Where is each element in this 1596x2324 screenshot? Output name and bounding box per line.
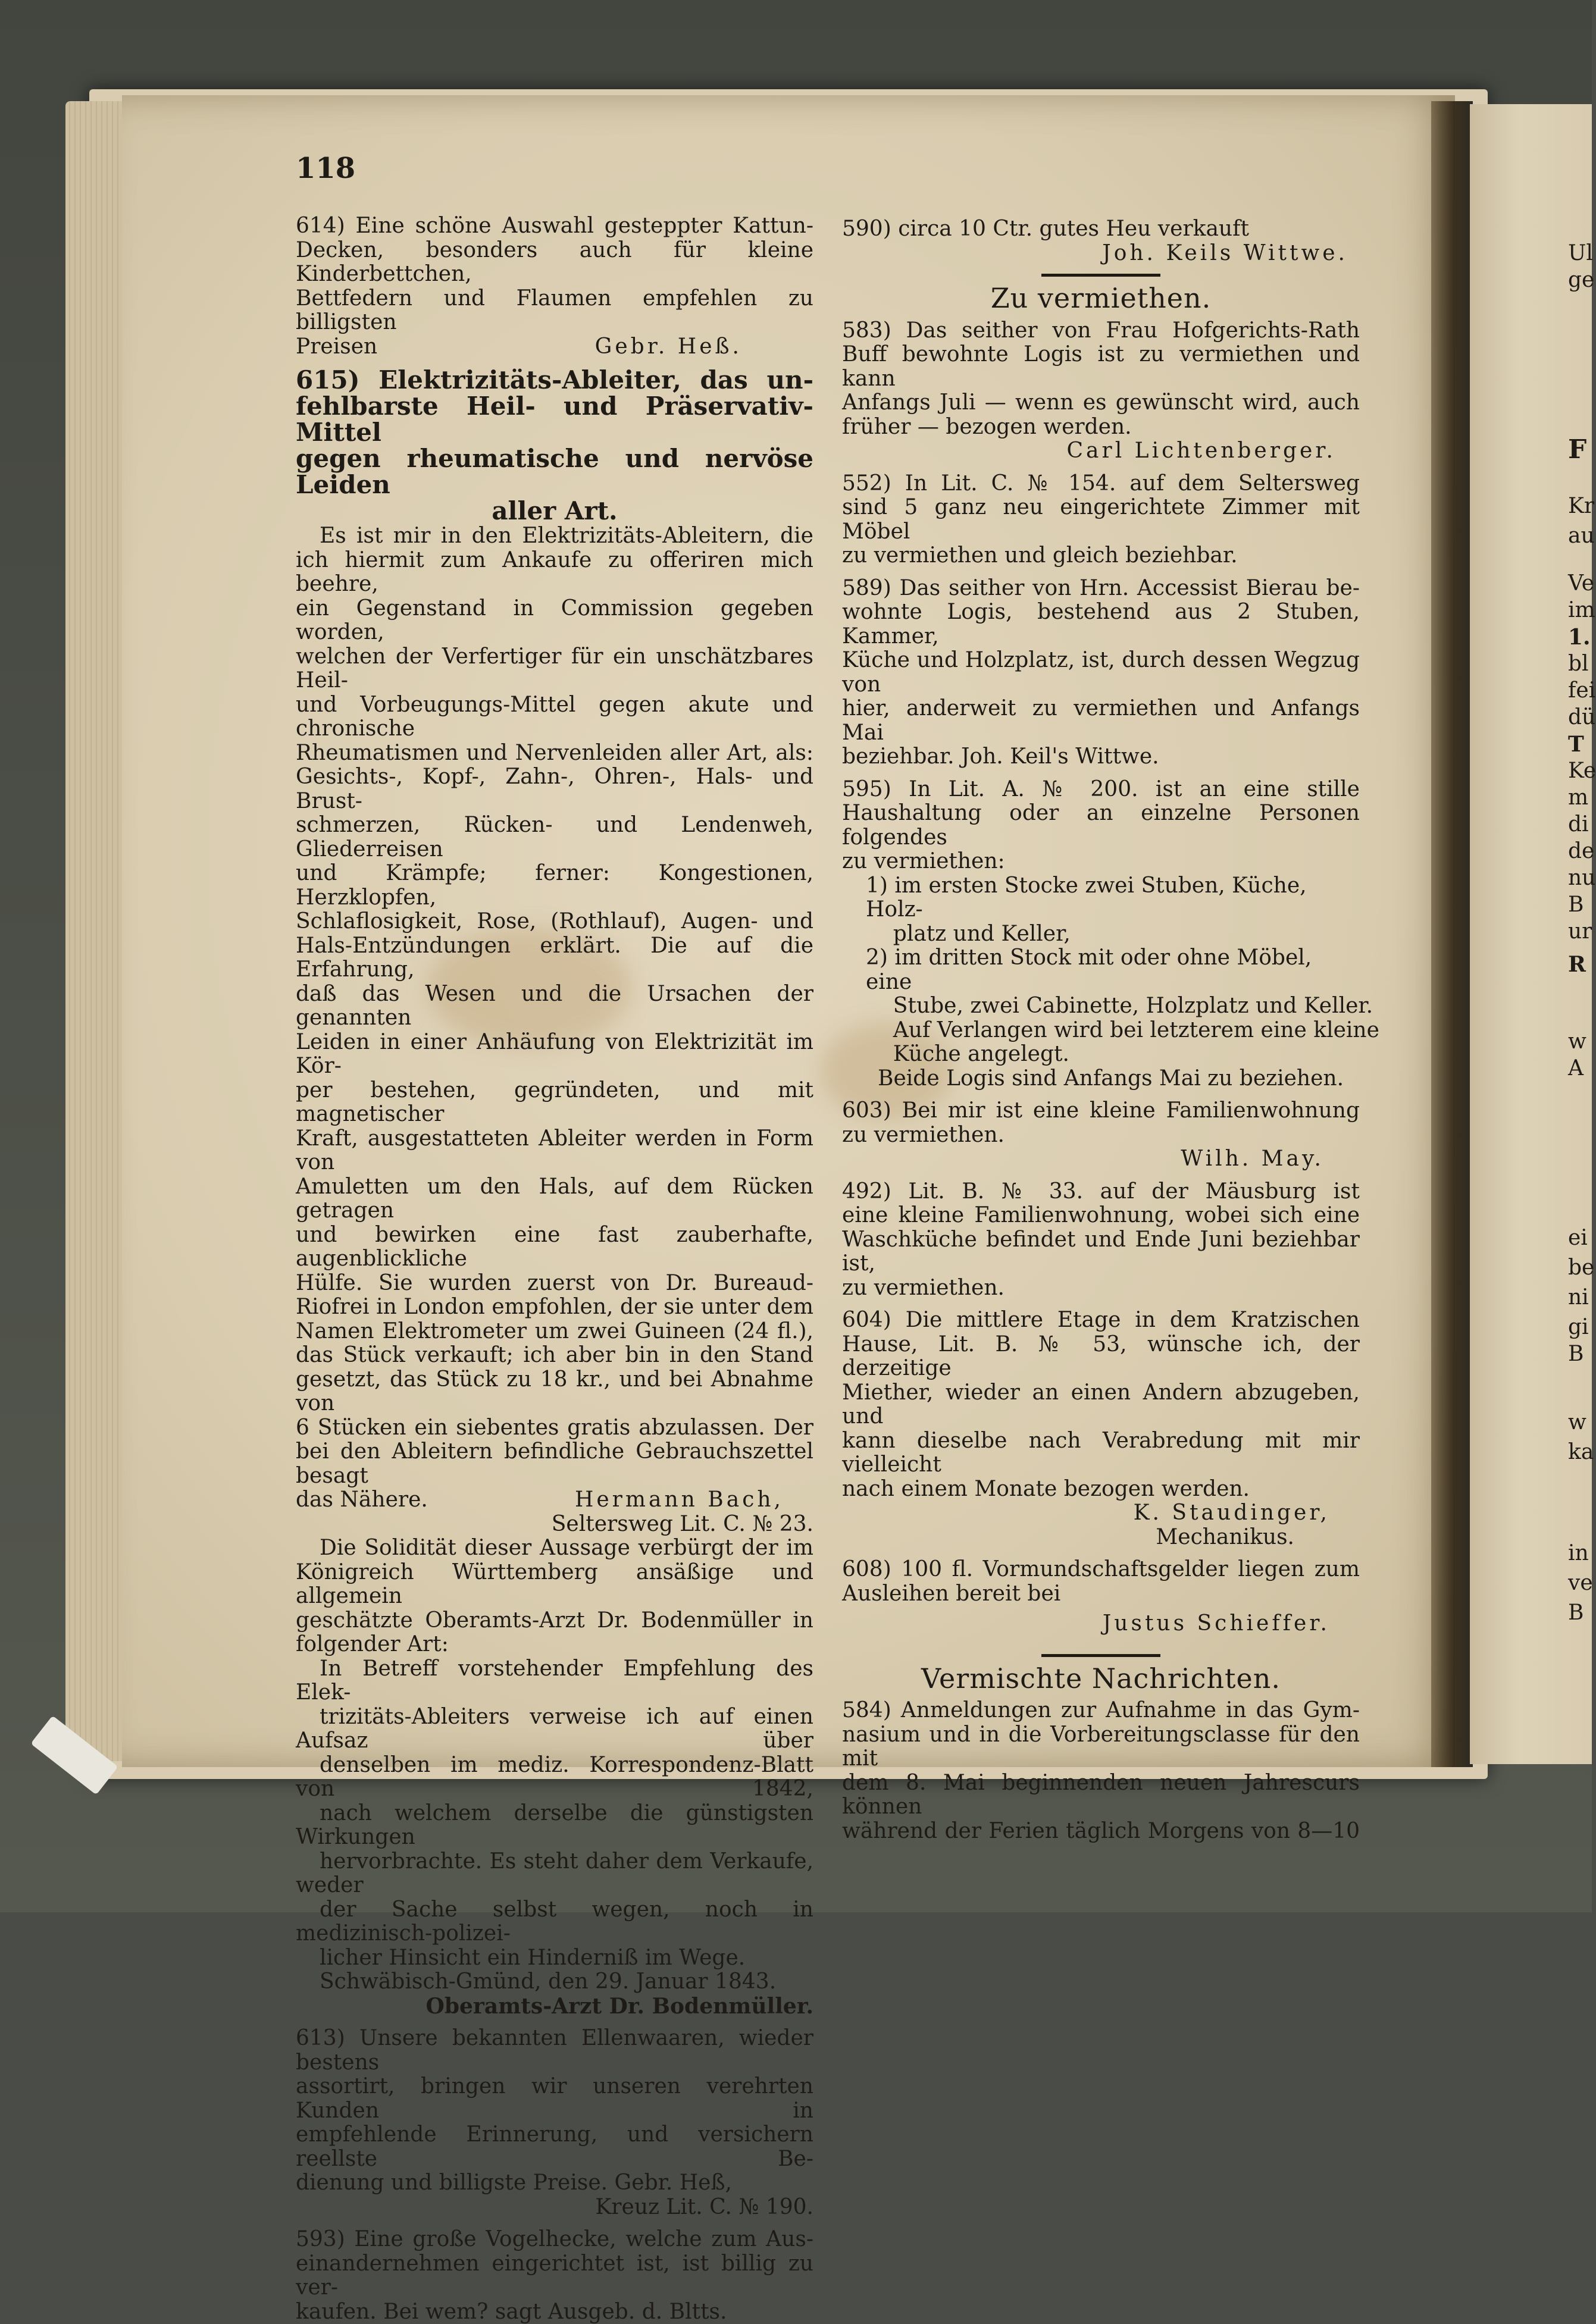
- list-item: Auf Verlangen wird bei letzterem eine kleine: [842, 1019, 1360, 1043]
- text-line: einandernehmen eingerichtet ist, ist billig zu ver-: [296, 2252, 813, 2300]
- text-line: Hause, Lit. B. № 53, wünsche ich, der derzeitige: [842, 1333, 1360, 1381]
- text-line: und Krämpfe; ferner: Kongestionen, Herzklopfen,: [296, 862, 813, 910]
- list-item: Küche angelegt.: [842, 1042, 1360, 1067]
- right-column: [842, 217, 1360, 1843]
- address-line: Kreuz Lit. C. № 190.: [296, 2195, 813, 2220]
- text-line: Ausleihen bereit bei: [842, 1582, 1360, 1606]
- text-line: ein Gegenstand in Commission gegeben worden,: [296, 597, 813, 645]
- facing-page-fragment: fei: [1568, 678, 1595, 703]
- text-line: früher — bezogen werden.: [842, 415, 1360, 440]
- text-line: per bestehen, gegründeten, und mit magnetischer: [296, 1079, 813, 1127]
- facing-page-fragment: ei: [1568, 1226, 1588, 1250]
- text-line: 583) Das seither von Frau Hofgerichts-Rath: [842, 319, 1360, 343]
- facing-page-fragment: Kr: [1568, 494, 1594, 518]
- text-line: Rheumatismen und Nervenleiden aller Art, als:: [296, 741, 813, 766]
- signature: Hermann Bach,: [575, 1488, 784, 1512]
- facing-page-fragment: ge: [1568, 268, 1594, 292]
- ad-613: [296, 2027, 813, 2219]
- signature: Gebr. Heß.: [595, 335, 742, 359]
- place-date: Schwäbisch-Gmünd, den 29. Januar 1843.: [296, 1970, 813, 1994]
- text-line: 584) Anmeldungen zur Aufnahme in das Gym-: [842, 1699, 1360, 1723]
- text-line: und Vorbeugungs-Mittel gegen akute und chronische: [296, 693, 813, 741]
- ad-title-line: fehlbarste Heil- und Präservativ-Mittel: [296, 393, 813, 446]
- text-line: und bewirken eine fast zauberhafte, augenblickliche: [296, 1223, 813, 1271]
- text-line: Beide Logis sind Anfangs Mai zu beziehen.: [842, 1067, 1360, 1091]
- text-line: nach welchem derselbe die günstigsten Wirkungen: [296, 1802, 813, 1850]
- list-item: 1) im ersten Stocke zwei Stuben, Küche, Holz-: [842, 874, 1360, 922]
- text-line: Bettfedern und Flaumen empfehlen zu billigsten: [296, 287, 813, 335]
- ad-552: [842, 472, 1360, 568]
- text-line: 589) Das seither von Hrn. Accessist Bierau be-: [842, 577, 1360, 601]
- text-line: zu vermiethen und gleich beziehbar.: [842, 544, 1360, 568]
- text-line: Hülfe. Sie wurden zuerst von Dr. Bureaud-: [296, 1271, 813, 1296]
- signature: Wilh. May.: [842, 1147, 1360, 1172]
- facing-page-fragment: F: [1568, 434, 1586, 465]
- text-line: Die Solidität dieser Aussage verbürgt der im: [296, 1536, 813, 1561]
- page-number: 118: [296, 152, 355, 185]
- ad-583: [842, 319, 1360, 463]
- text-line: Es ist mir in den Elektrizitäts-Ableitern, die: [296, 524, 813, 549]
- facing-page-fragment: be: [1568, 1255, 1594, 1280]
- text-line: gesetzt, das Stück zu 18 kr., und bei Abnahme von: [296, 1368, 813, 1416]
- text-line: licher Hinsicht ein Hinderniß im Wege.: [296, 1946, 813, 1971]
- text-line: nasium und in die Vorbereitungsclasse für den mit: [842, 1723, 1360, 1771]
- text-line: folgender Art:: [296, 1633, 813, 1657]
- text-line: Miether, wieder an einen Andern abzugeben, und: [842, 1381, 1360, 1429]
- facing-page-fragment: B: [1568, 1601, 1584, 1625]
- signature: K. Staudinger,: [842, 1501, 1360, 1526]
- text-line: hervorbrachte. Es steht daher dem Verkaufe, weder: [296, 1850, 813, 1898]
- text-line: dem 8. Mai beginnenden neuen Jahrescurs können: [842, 1771, 1360, 1819]
- text-line: nach einem Monate bezogen werden.: [842, 1477, 1360, 1502]
- text-line: kaufen. Bei wem? sagt Ausgeb. d. Bltts.: [296, 2300, 813, 2324]
- text-line: 492) Lit. B. № 33. auf der Mäusburg ist: [842, 1180, 1360, 1204]
- text-line: Kraft, ausgestatteten Ableiter werden in Form von: [296, 1127, 813, 1175]
- text-line: beziehbar. Joh. Keil's Wittwe.: [842, 745, 1360, 769]
- facing-page-fragment: w: [1568, 1029, 1586, 1054]
- ad-589: [842, 577, 1360, 769]
- text-line: [296, 1488, 813, 1512]
- text-line: Anfangs Juli — wenn es gewünscht wird, auch: [842, 391, 1360, 415]
- text-line: schmerzen, Rücken- und Lendenweh, Gliederreisen: [296, 813, 813, 862]
- ad-614: [296, 214, 813, 359]
- text-line: 614) Eine schöne Auswahl gesteppter Kattun-: [296, 214, 813, 239]
- text-line: bei den Ableitern befindliche Gebrauchszettel besagt: [296, 1440, 813, 1488]
- text-line: sind 5 ganz neu eingerichtete Zimmer mit Möbel: [842, 496, 1360, 544]
- text-line: Waschküche befindet und Ende Juni beziehbar ist,: [842, 1228, 1360, 1276]
- text-line: assortirt, bringen wir unseren verehrten Kunden in: [296, 2075, 813, 2123]
- text-line: zu vermiethen.: [842, 1276, 1360, 1301]
- text-line: Riofrei in London empfohlen, der sie unter dem: [296, 1295, 813, 1320]
- left-column: [296, 214, 813, 2324]
- text-line: denselben im mediz. Korrespondenz-Blatt von 1842,: [296, 1753, 813, 1802]
- list-item: platz und Keller,: [842, 922, 1360, 947]
- facing-page-fragment: ni: [1568, 1285, 1589, 1310]
- ad-608: [842, 1558, 1360, 1636]
- facing-page-fragment: nu: [1568, 866, 1595, 890]
- ad-title-line: aller Art.: [296, 498, 813, 524]
- ad-604: [842, 1308, 1360, 1549]
- ad-title-line: 615) Elektrizitäts-Ableiter, das un-: [296, 367, 813, 393]
- text-line: daß das Wesen und die Ursachen der genannten: [296, 982, 813, 1031]
- text-line: Königreich Württemberg ansäßige und allgemein: [296, 1561, 813, 1609]
- text-line: Namen Elektrometer um zwei Guineen (24 fl.),: [296, 1320, 813, 1344]
- facing-page-fragment: ur: [1568, 919, 1592, 944]
- section-rule: [1041, 1654, 1160, 1657]
- signature: Carl Lichtenberger.: [842, 439, 1360, 463]
- section-rule: [1041, 274, 1160, 277]
- facing-page-fragment: B: [1568, 1342, 1584, 1366]
- ad-603: [842, 1099, 1360, 1172]
- text-line: trizitäts-Ableiters verweise ich auf einen Aufsaz über: [296, 1705, 813, 1753]
- facing-page-fragment: B: [1568, 892, 1584, 917]
- text-line: Buff bewohnte Logis ist zu vermiethen und kann: [842, 343, 1360, 391]
- text-line: der Sache selbst wegen, noch in medizinisch-polizei-: [296, 1898, 813, 1946]
- text-line: Amuletten um den Hals, auf dem Rücken getragen: [296, 1175, 813, 1223]
- text-line: ich hiermit zum Ankaufe zu offeriren mich beehre,: [296, 549, 813, 597]
- text-line: während der Ferien täglich Morgens von 8—10: [842, 1819, 1360, 1844]
- facing-page-fragment: in: [1568, 1541, 1589, 1565]
- text-line: hier, anderweit zu vermiethen und Anfangs Mai: [842, 697, 1360, 745]
- text-line: Decken, besonders auch für kleine Kinderbettchen,: [296, 239, 813, 287]
- facing-page-fragment: Ve: [1568, 571, 1594, 596]
- signature: Mechanikus.: [842, 1526, 1360, 1550]
- facing-page-fragment: de: [1568, 839, 1594, 863]
- text-line: Leiden in einer Anhäufung von Elektrizität im Kör-: [296, 1031, 813, 1079]
- ad-title-line: gegen rheumatische und nervöse Leiden: [296, 446, 813, 498]
- text-line: In Betreff vorstehender Empfehlung des Elek-: [296, 1657, 813, 1705]
- ad-584: [842, 1699, 1360, 1843]
- facing-page-fragment: dü: [1568, 705, 1595, 729]
- text-line: 6 Stücken ein siebentes gratis abzulassen. Der: [296, 1416, 813, 1440]
- text-line: geschätzte Oberamts-Arzt Dr. Bodenmüller in: [296, 1609, 813, 1633]
- book-gutter: [1431, 101, 1473, 1767]
- text-line: 593) Eine große Vogelhecke, welche zum Aus-: [296, 2228, 813, 2252]
- facing-page-fragment: 1.: [1568, 625, 1591, 650]
- section-heading-misc: Vermischte Nachrichten.: [842, 1667, 1360, 1691]
- signature: Oberamts-Arzt Dr. Bodenmüller.: [296, 1994, 813, 2019]
- text-line: kann dieselbe nach Verabredung mit mir vielleicht: [842, 1429, 1360, 1477]
- text-line: 590) circa 10 Ctr. gutes Heu verkauft: [842, 217, 1360, 242]
- facing-page-fragment: m: [1568, 785, 1588, 810]
- text-line: Küche und Holzplatz, ist, durch dessen Wegzug von: [842, 649, 1360, 697]
- signature: Justus Schieffer.: [842, 1612, 1360, 1636]
- facing-page-fragment: gi: [1568, 1315, 1589, 1339]
- text-line: zu vermiethen.: [842, 1123, 1360, 1148]
- section-heading-rent: Zu vermiethen.: [842, 286, 1360, 311]
- text-line: Gesichts-, Kopf-, Zahn-, Ohren-, Hals- und Brust-: [296, 765, 813, 813]
- signature: Joh. Keils Wittwe.: [842, 242, 1360, 266]
- text-line: 613) Unsere bekannten Ellenwaaren, wieder bestens: [296, 2027, 813, 2075]
- facing-page-fragment: bl: [1568, 652, 1589, 676]
- list-item: 2) im dritten Stock mit oder ohne Möbel, eine: [842, 946, 1360, 994]
- facing-page-fragment: di: [1568, 812, 1589, 837]
- text-line: 608) 100 fl. Vormundschaftsgelder liegen zum: [842, 1558, 1360, 1582]
- ad-615: [296, 367, 813, 2018]
- facing-page-fragment: R: [1568, 952, 1586, 977]
- facing-page-fragment: im: [1568, 598, 1595, 622]
- facing-page-fragment: T: [1568, 732, 1584, 757]
- text-line: [296, 335, 813, 359]
- facing-page-fragment: ve: [1568, 1571, 1593, 1595]
- facing-page-fragment: A: [1568, 1056, 1584, 1080]
- address-line: Seltersweg Lit. C. № 23.: [296, 1512, 813, 1537]
- facing-page-fragment: w: [1568, 1410, 1586, 1435]
- text-line: eine kleine Familienwohnung, wobei sich eine: [842, 1204, 1360, 1228]
- text-line: dienung und billigste Preise. Gebr. Heß,: [296, 2171, 813, 2195]
- text-fragment: Preisen: [296, 334, 377, 359]
- facing-page-fragment: Ul: [1568, 241, 1593, 265]
- text-line: Schlaflosigkeit, Rose, (Rothlauf), Augen- und: [296, 910, 813, 934]
- ad-492: [842, 1180, 1360, 1301]
- text-line: 552) In Lit. C. № 154. auf dem Seltersweg: [842, 472, 1360, 496]
- facing-page-fragment: Ke: [1568, 759, 1596, 783]
- text-line: wohnte Logis, bestehend aus 2 Stuben, Kammer,: [842, 600, 1360, 649]
- text-line: 604) Die mittlere Etage in dem Kratzischen: [842, 1308, 1360, 1333]
- text-line: welchen der Verfertiger für ein unschätzbares Heil-: [296, 645, 813, 693]
- text-line: 595) In Lit. A. № 200. ist an eine stille: [842, 778, 1360, 802]
- text-line: empfehlende Erinnerung, und versichern reellste Be-: [296, 2123, 813, 2171]
- list-item: Stube, zwei Cabinette, Holzplatz und Keller.: [842, 994, 1360, 1019]
- facing-page-fragment: au: [1568, 524, 1595, 548]
- text-line: das Stück verkauft; ich aber bin in den Stand: [296, 1343, 813, 1368]
- text-line: 603) Bei mir ist eine kleine Familienwohnung: [842, 1099, 1360, 1123]
- text-line: Hals-Entzündungen erklärt. Die auf die Erfahrung,: [296, 934, 813, 982]
- facing-page-fragment: ka: [1568, 1440, 1594, 1464]
- ad-593: [296, 2228, 813, 2324]
- text-fragment: das Nähere.: [296, 1487, 428, 1512]
- ad-590: [842, 217, 1360, 265]
- text-line: zu vermiethen:: [842, 850, 1360, 874]
- ad-595: [842, 778, 1360, 1091]
- text-line: Haushaltung oder an einzelne Personen folgendes: [842, 801, 1360, 850]
